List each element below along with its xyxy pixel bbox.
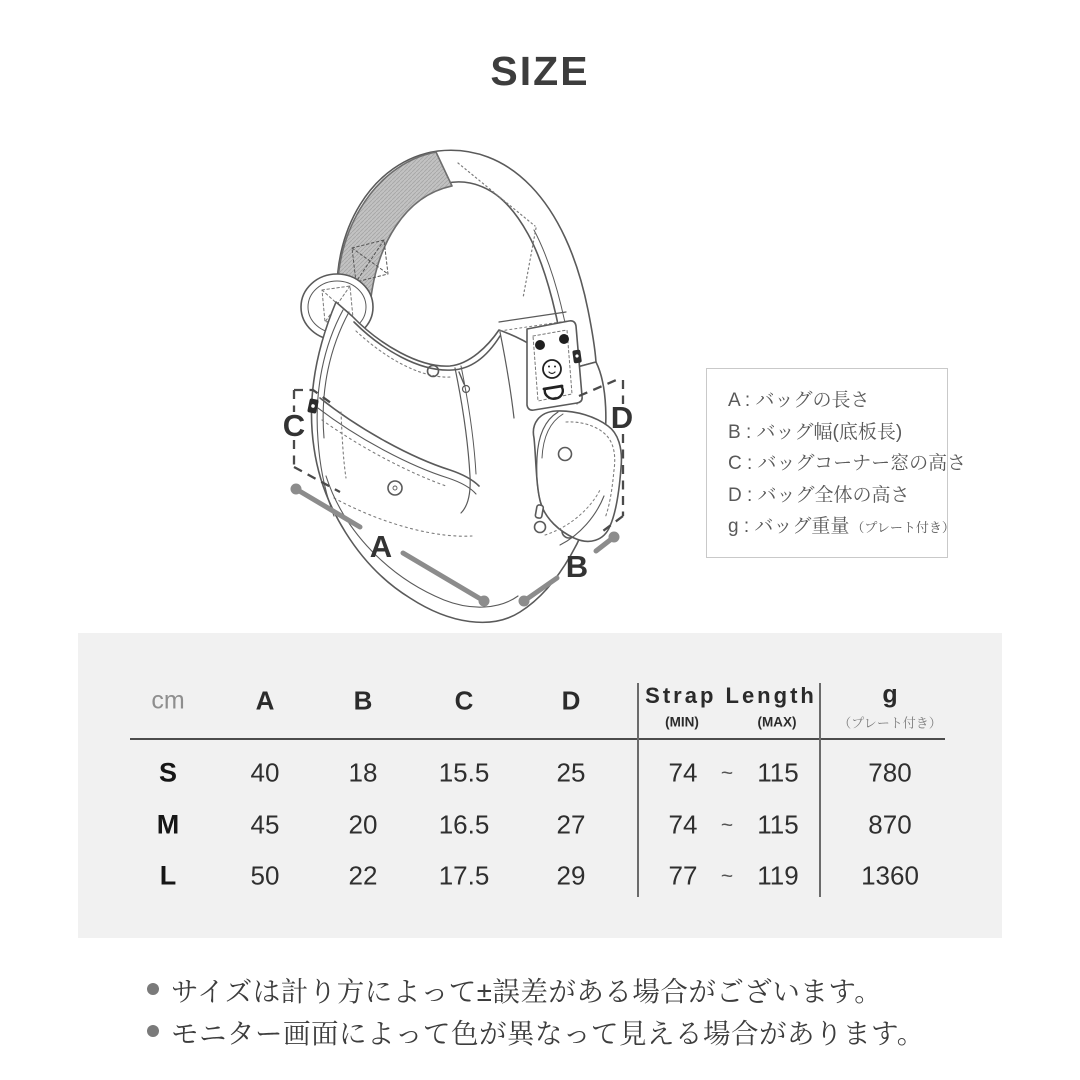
legend-item-c [728,449,967,481]
legend-item-b [728,418,939,450]
cell-strap-min: 74 [668,757,698,788]
table-header-weight-note: （プレート付き） [838,715,942,731]
row-size-label: L [159,860,177,891]
cell-weight: 870 [868,809,912,840]
page-title: SIZE [490,48,590,94]
table-header-strap: Strap Length [645,683,817,708]
row-size-label: M [156,809,180,840]
cell-b: 20 [348,809,378,840]
table-header-b: B [353,685,373,716]
note-item [147,1011,925,1051]
dimension-legend [706,368,967,558]
tilde: ~ [720,814,734,837]
cell-weight: 780 [868,757,912,788]
cell-strap-min: 74 [668,809,698,840]
zipper-pull [535,505,544,519]
dim-label-a: A [369,529,393,564]
cell-a: 50 [250,860,280,891]
snap-button [559,334,569,344]
legend-item-g [728,512,955,544]
row-size-label: S [158,757,178,788]
legend-text: D : バッグ全体の高さ [728,484,910,506]
bullet-icon [147,983,159,995]
bullet-icon [147,1025,159,1037]
legend-item-d [728,481,939,513]
cell-d: 27 [556,809,586,840]
cell-c: 15.5 [438,757,490,788]
cell-c: 16.5 [438,809,490,840]
cell-d: 25 [556,757,586,788]
tilde: ~ [720,865,734,888]
cell-a: 40 [250,757,280,788]
snap-button [535,340,545,350]
size-table [78,633,1002,938]
dim-label-c: C [282,408,306,443]
table-header-underline [130,738,945,740]
cell-strap-max: 119 [757,860,799,891]
table-divider [637,683,639,897]
legend-text: g : バッグ重量 [728,516,850,538]
cell-strap-min: 77 [668,860,698,891]
note-text: サイズは計り方によって±誤差がある場合がございます。 [171,976,883,1007]
legend-note: （プレート付き） [851,520,955,536]
table-header-a: A [255,685,275,716]
table-header-c: C [454,685,474,716]
note-text: モニター画面によって色が異なって見える場合があります。 [171,1018,925,1049]
table-header-strap-max: (MAX) [757,714,797,730]
cell-b: 22 [348,860,378,891]
table-header-strap-min: (MIN) [665,714,699,730]
legend-text: A : バッグの長さ [728,390,870,411]
logo-button [543,360,561,378]
table-header-d: D [561,685,581,716]
cell-b: 18 [348,757,378,788]
dim-label-b: B [565,549,589,584]
note-item [147,969,882,1009]
cell-c: 17.5 [438,860,490,891]
table-divider [819,683,821,897]
legend-text: B : バッグ幅(底板長) [728,421,903,443]
table-header-weight: g [882,680,898,709]
table-header-unit: cm [151,686,185,715]
cell-d: 29 [556,860,586,891]
bag-diagram [150,120,710,640]
cell-weight: 1360 [861,860,919,891]
cell-strap-max: 115 [757,757,799,788]
cell-a: 45 [250,809,280,840]
tilde: ~ [720,762,734,785]
cell-strap-max: 115 [757,809,799,840]
legend-item-a [728,386,939,418]
legend-text: C : バッグコーナー窓の高さ [728,453,967,475]
dim-label-d: D [610,400,634,435]
